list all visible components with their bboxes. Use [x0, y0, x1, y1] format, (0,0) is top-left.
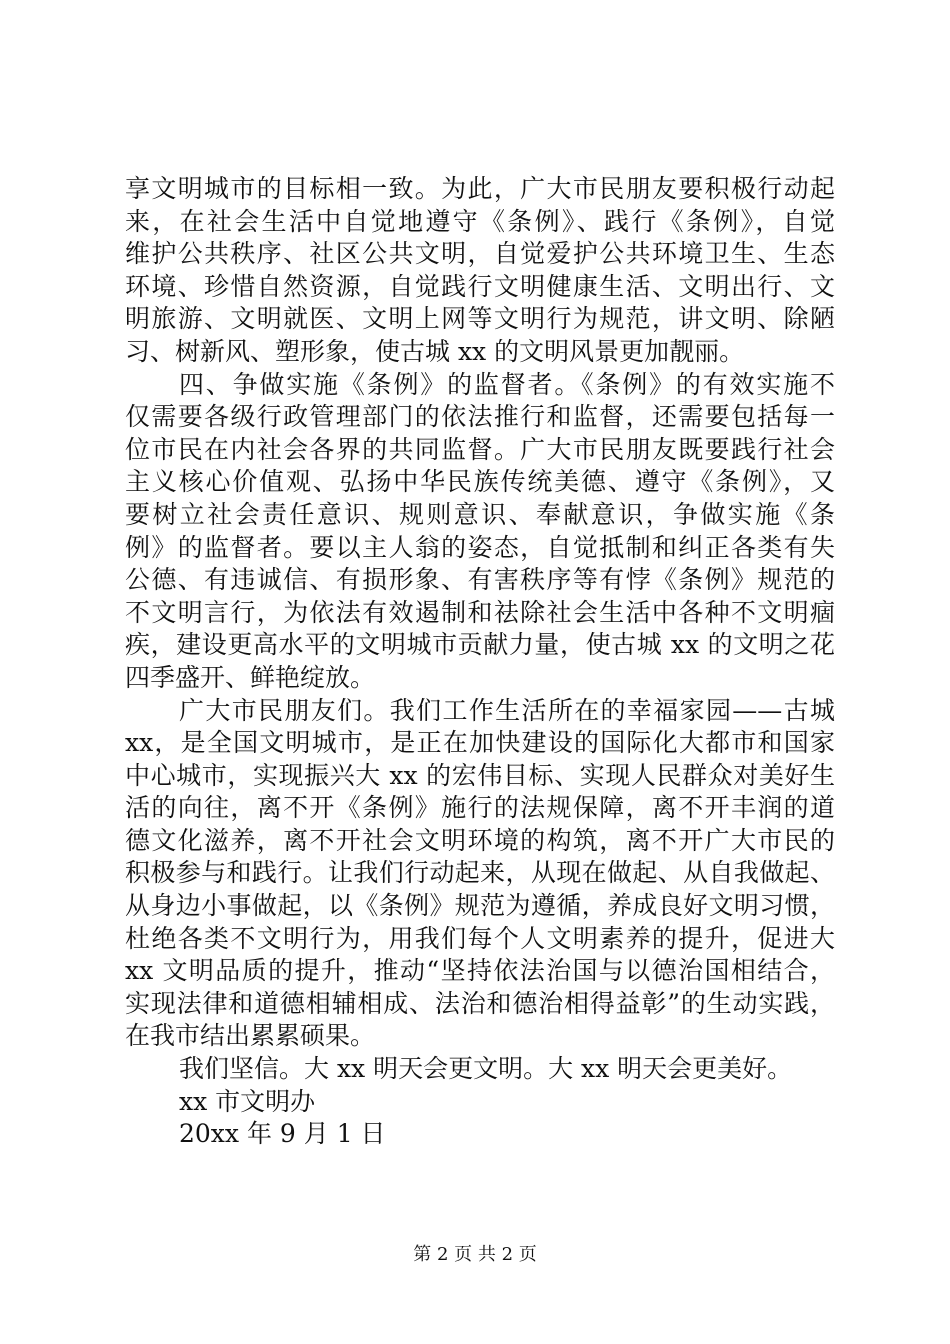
text-line: 20xx 年 9 月 1 日: [179, 1119, 386, 1149]
text-line: 我们坚信。大 xx 明天会更文明。大 xx 明天会更美好。: [179, 1054, 793, 1084]
text-line: 维护公共秩序、社区公共文明，自觉爱护公共环境卫生、生态: [125, 239, 835, 269]
text-line: 主义核心价值观、弘扬中华民族传统美德、遵守《条例》，又: [125, 467, 835, 497]
text-line: xx，是全国文明城市，是正在加快建设的国际化大都市和国家: [125, 728, 835, 758]
text-line: 从身边小事做起，以《条例》规范为遵循，养成良好文明习惯，: [125, 891, 835, 921]
text-line: 在我市结出累累硕果。: [125, 1021, 376, 1051]
text-line: xx 市文明办: [179, 1086, 316, 1116]
text-line: 要树立社会责任意识、规则意识、奉献意识，争做实施《条: [125, 499, 835, 529]
text-line: 四、争做实施《条例》的监督者。《条例》的有效实施不: [179, 369, 835, 399]
text-line: 中心城市，实现振兴大 xx 的宏伟目标、实现人民群众对美好生: [125, 760, 835, 790]
document-body: [125, 173, 835, 1151]
text-line: 公德、有违诚信、有损形象、有害秩序等有悖《条例》规范的: [125, 565, 835, 595]
text-line: 四季盛开、鲜艳绽放。: [125, 662, 376, 692]
text-line: 习、树新风、塑形象，使古城 xx 的文明风景更加靓丽。: [125, 336, 745, 366]
text-line: xx 文明品质的提升，推动“坚持依法治国与以德治国相结合，: [125, 956, 835, 986]
text-line: 实现法律和道德相辅相成、法治和德治相得益彰”的生动实践，: [125, 988, 835, 1018]
text-line: 明旅游、文明就医、文明上网等文明行为规范，讲文明、除陋: [125, 304, 835, 334]
text-line: 积极参与和践行。让我们行动起来，从现在做起、从自我做起、: [125, 858, 835, 888]
text-line: 例》的监督者。要以主人翁的姿态，自觉抵制和纠正各类有失: [125, 532, 835, 562]
text-line: 不文明言行，为依法有效遏制和祛除社会生活中各种不文明痼: [125, 597, 835, 627]
text-line: 疾，建设更高水平的文明城市贡献力量，使古城 xx 的文明之花: [125, 630, 835, 660]
text-line: 来，在社会生活中自觉地遵守《条例》、践行《条例》，自觉: [125, 206, 835, 236]
text-line: 活的向往，离不开《条例》施行的法规保障，离不开丰润的道: [125, 793, 835, 823]
text-line: 广大市民朋友们。我们工作生活所在的幸福家园——古城: [179, 695, 835, 725]
text-line: 位市民在内社会各界的共同监督。广大市民朋友既要践行社会: [125, 434, 835, 464]
page-footer: 第 2 页 共 2 页: [413, 1244, 537, 1265]
text-line: 德文化滋养，离不开社会文明环境的构筑，离不开广大市民的: [125, 825, 835, 855]
text-line: 仅需要各级行政管理部门的依法推行和监督，还需要包括每一: [125, 402, 835, 432]
text-line: 享文明城市的目标相一致。为此，广大市民朋友要积极行动起: [125, 174, 835, 203]
text-line: 杜绝各类不文明行为，用我们每个人文明素养的提升，促进大: [125, 923, 835, 953]
text-line: 环境、珍惜自然资源，自觉践行文明健康生活、文明出行、文: [125, 271, 835, 301]
